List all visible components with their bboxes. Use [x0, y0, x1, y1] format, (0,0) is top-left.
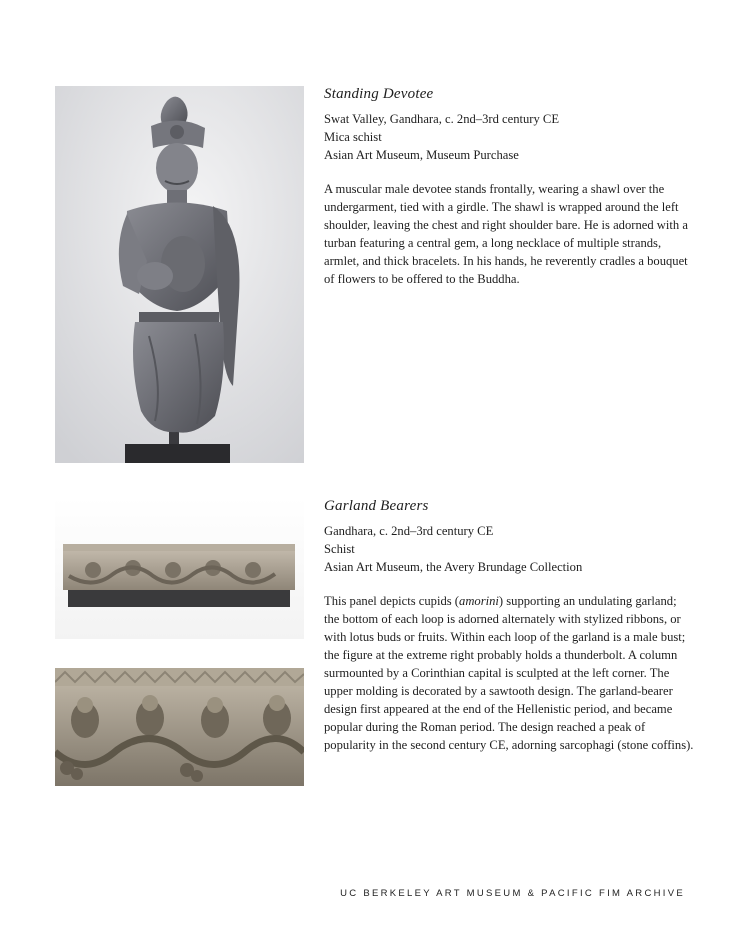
entry-description: This panel depicts cupids (amorini) supporting an undulating garland; the bottom of each loop is adorned alternately with stylized ribbons, or with lotus buds or fruits. Within each loop of the garland is a male bust; the figure at the extreme right probably holds a thunderbolt. A column surmounted by a Corinthian capital is sculpted at the left corner. The upper molding is decorated by a sawtooth design. The garland-bearer design first appeared at the end of the Hellenistic period, and became popular during the Roman period. The design reached a peak of popularity in the second century CE, adorning sarcophagi (stone coffins). — [324, 594, 694, 752]
entry-garland-bearers — [324, 496, 694, 754]
entry-material: Schist — [324, 542, 355, 556]
entry-standing-devotee — [324, 84, 694, 288]
garland-bearers-panel-photo — [55, 498, 304, 639]
italic-term: amorini — [459, 594, 499, 608]
entry-provenance: Gandhara, c. 2nd–3rd century CE — [324, 524, 494, 538]
standing-devotee-photo — [55, 86, 304, 463]
entry-collection: Asian Art Museum, the Avery Brundage Collection — [324, 560, 583, 574]
page-footer: UC BERKELEY ART MUSEUM & PACIFIC FIM ARCHIVE — [340, 888, 685, 899]
entry-provenance: Swat Valley, Gandhara, c. 2nd–3rd century CE — [324, 112, 560, 126]
entry-collection: Asian Art Museum, Museum Purchase — [324, 148, 519, 162]
entry-title: Standing Devotee — [324, 86, 434, 102]
entry-title: Garland Bearers — [324, 498, 429, 514]
entry-material: Mica schist — [324, 130, 382, 144]
garland-bearers-detail-photo — [55, 660, 304, 786]
entry-description: A muscular male devotee stands frontally, wearing a shawl over the undergarment, tied with a girdle. The shawl is wrapped around the left shoulder, leaving the chest and right shoulder bare. He is adorned with a turban featuring a central gem, a long necklace of multiple strands, armlet, and thick bracelets. In his hands, he reverently cradles a bouquet of flowers to be offered to the Buddha. — [324, 182, 688, 286]
